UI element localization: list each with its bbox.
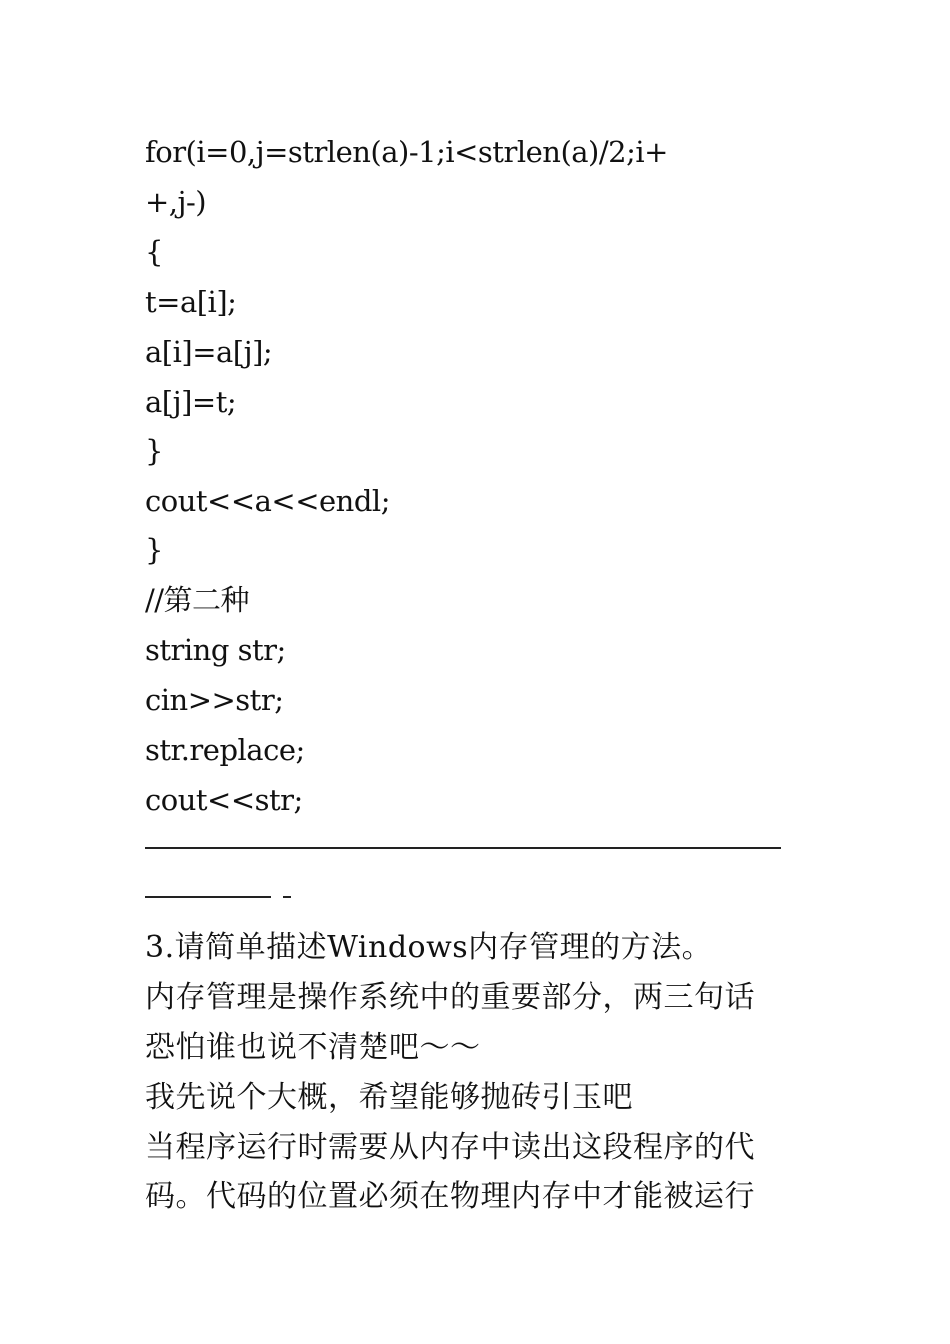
answer-line-5: 码。代码的位置必须在物理内存中才能被运行 <box>145 1179 755 1214</box>
code-line-3: { <box>145 235 163 269</box>
code-line-4: t=a[i]; <box>145 285 237 319</box>
code-line-1: for(i=0,j=strlen(a)-1;i<strlen(a)/2;i+ <box>145 135 668 169</box>
answer-line-4: 当程序运行时需要从内存中读出这段程序的代 <box>145 1130 755 1165</box>
answer-line-2: 恐怕谁也说不清楚吧～～ <box>145 1030 481 1065</box>
question-heading: 3.请简单描述Windows内存管理的方法。 <box>145 930 713 965</box>
code-line-6: a[j]=t; <box>145 385 237 419</box>
code-line-14: cout<<str; <box>145 783 303 817</box>
code-line-9: } <box>145 533 163 567</box>
answer-line-3: 我先说个大概，希望能够抛砖引玉吧 <box>145 1080 633 1115</box>
separator-rule-short <box>145 896 271 898</box>
code-line-2: +,j-) <box>145 185 207 219</box>
code-line-11: string str; <box>145 633 286 667</box>
separator-rule-long <box>145 847 781 849</box>
answer-line-1: 内存管理是操作系统中的重要部分，两三句话 <box>145 980 755 1015</box>
code-line-13: str.replace; <box>145 733 305 767</box>
separator-rule-dash <box>283 896 291 898</box>
code-comment: //第二种 <box>145 583 250 617</box>
code-line-7: } <box>145 434 163 468</box>
code-line-12: cin>>str; <box>145 683 284 717</box>
code-line-8: cout<<a<<endl; <box>145 484 390 518</box>
code-line-5: a[i]=a[j]; <box>145 335 273 369</box>
